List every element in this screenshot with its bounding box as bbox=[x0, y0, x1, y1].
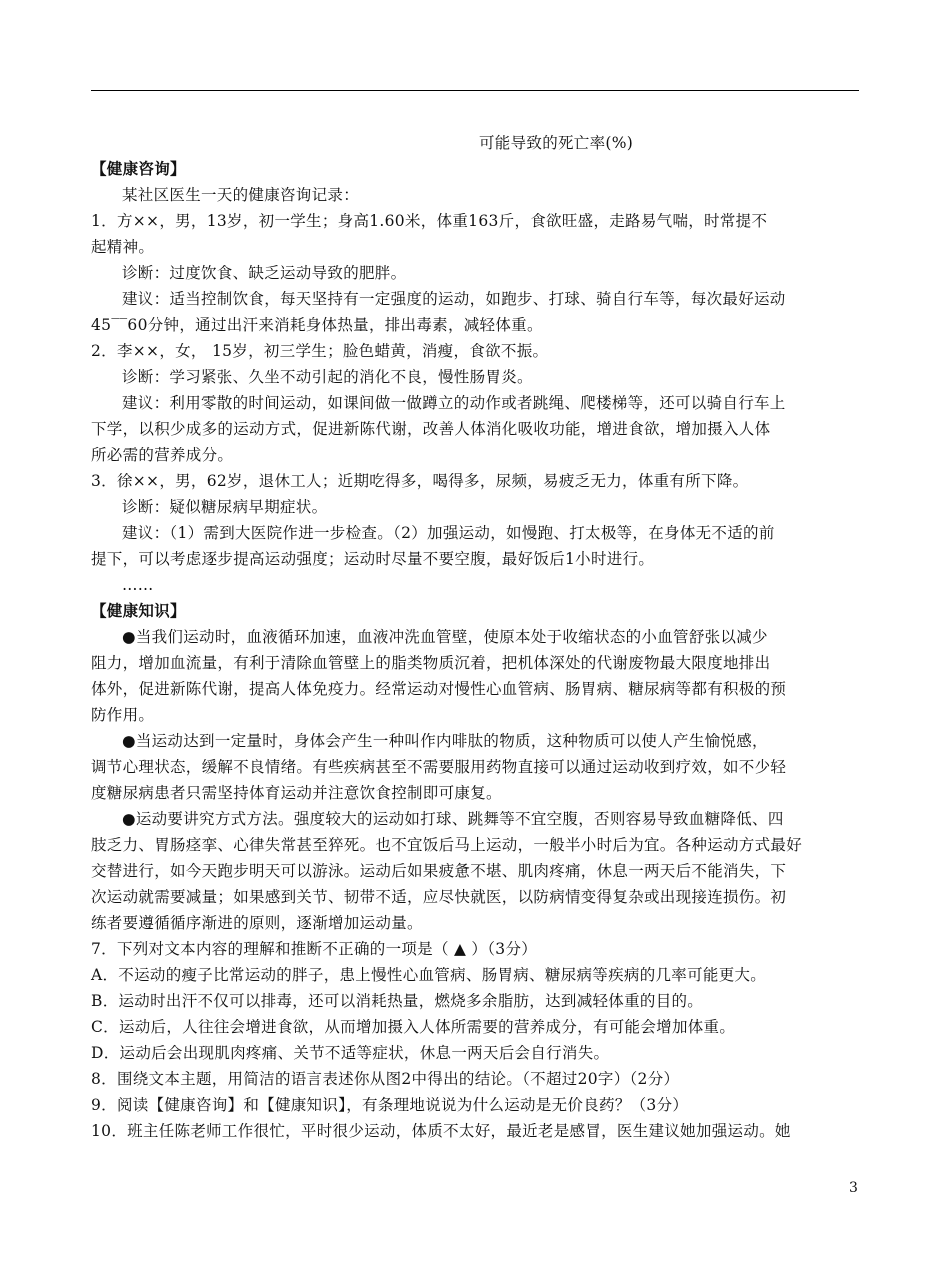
consult-ellipsis: …… bbox=[122, 576, 154, 594]
case-3-diagnosis: 诊断：疑似糖尿病早期症状。 bbox=[122, 498, 328, 516]
question-7-option-a: A．不运动的瘦子比常运动的胖子，患上慢性心血管病、肠胃病、糖尿病等疾病的几率可能更大。 bbox=[91, 966, 767, 984]
knowledge-1-line-1: ●当我们运动时，血液循环加速，血液冲洗血管壁，使原本处于收缩状态的小血管舒张以减少 bbox=[122, 628, 768, 646]
knowledge-2-line-2: 调节心理状态，缓解不良情绪。有些疾病甚至不需要服用药物直接可以通过运动收到疗效，如不少轻 bbox=[91, 758, 787, 776]
figure-caption: 可能导致的死亡率(%) bbox=[479, 134, 634, 152]
case-2-advice-3: 所必需的营养成分。 bbox=[91, 446, 234, 464]
knowledge-1-line-3: 体外，促进新陈代谢，提高人体免疫力。经常运动对慢性心血管病、肠胃病、糖尿病等都有积极的预 bbox=[91, 680, 787, 698]
case-2-line-1: 2．李××，女， 15岁，初三学生；脸色蜡黄，消瘦，食欲不振。 bbox=[91, 342, 549, 360]
knowledge-3-line-4: 次运动就需要减量；如果感到关节、韧带不适，应尽快就医，以防病情变得复杂或出现接连损伤。初 bbox=[91, 888, 787, 906]
page-number: 3 bbox=[849, 1180, 858, 1196]
question-7-option-b: B．运动时出汗不仅可以排毒，还可以消耗热量，燃烧多余脂肪，达到减轻体重的目的。 bbox=[91, 992, 704, 1010]
consult-intro: 某社区医生一天的健康咨询记录： bbox=[122, 186, 360, 204]
knowledge-3-line-1: ●运动要讲究方式方法。强度较大的运动如打球、跳舞等不宜空腹，否则容易导致血糖降低、四 bbox=[122, 810, 784, 828]
case-2-advice-1: 建议：利用零散的时间运动，如课间做一做蹲立的动作或者跳绳、爬楼梯等，还可以骑自行车上 bbox=[122, 394, 786, 412]
knowledge-3-line-2: 肢乏力、胃肠痉挛、心律失常甚至猝死。也不宜饭后马上运动，一般半小时后为宜。各种运动方式最好 bbox=[91, 836, 803, 854]
case-3-advice-2: 提下，可以考虑逐步提高运动强度；运动时尽量不要空腹，最好饭后1小时进行。 bbox=[91, 550, 655, 568]
case-1-line-1: 1．方××，男，13岁，初一学生；身高1.60米，体重163斤，食欲旺盛，走路易气喘，时常提不 bbox=[91, 212, 768, 230]
question-7-option-c: C．运动后，人往往会增进食欲，从而增加摄入人体所需要的营养成分，有可能会增加体重。 bbox=[91, 1018, 736, 1036]
question-10: 10．班主任陈老师工作很忙，平时很少运动，体质不太好，最近老是感冒，医生建议她加强运动。她 bbox=[91, 1122, 791, 1140]
case-2-advice-2: 下学，以积少成多的运动方式，促进新陈代谢，改善人体消化吸收功能，增进食欲，增加摄入人体 bbox=[91, 420, 771, 438]
knowledge-1-line-2: 阻力，增加血流量，有利于清除血管壁上的脂类物质沉着，把机体深处的代谢废物最大限度地排出 bbox=[91, 654, 771, 672]
question-9: 9．阅读【健康咨询】和【健康知识】，有条理地说说为什么运动是无价良药？（3分） bbox=[91, 1096, 689, 1114]
case-2-diagnosis: 诊断：学习紧张、久坐不动引起的消化不良，慢性肠胃炎。 bbox=[122, 368, 533, 386]
case-1-advice-1: 建议：适当控制饮食，每天坚持有一定强度的运动，如跑步、打球、骑自行车等，每次最好运动 bbox=[122, 290, 786, 308]
knowledge-2-line-3: 度糖尿病患者只需坚持体育运动并注意饮食控制即可康复。 bbox=[91, 784, 502, 802]
knowledge-3-line-5: 练者要遵循循序渐进的原则，逐渐增加运动量。 bbox=[91, 914, 423, 932]
question-7: 7．下列对文本内容的理解和推断不正确的一项是（ ▲ ）（3分） bbox=[91, 940, 538, 958]
knowledge-1-line-4: 防作用。 bbox=[91, 706, 155, 724]
question-8: 8．围绕文本主题，用简洁的语言表述你从图2中得出的结论。（不超过20字）（2分） bbox=[91, 1070, 680, 1088]
question-7-option-d: D．运动后会出现肌肉疼痛、关节不适等症状，休息一两天后会自行消失。 bbox=[91, 1044, 610, 1062]
case-3-advice-1: 建议：（1）需到大医院作进一步检查。（2）加强运动，如慢跑、打太极等，在身体无不适的前 bbox=[122, 524, 775, 542]
case-1-diagnosis: 诊断：过度饮食、缺乏运动导致的肥胖。 bbox=[122, 264, 407, 282]
case-3-line-1: 3．徐××，男，62岁，退休工人；近期吃得多，喝得多，尿频，易疲乏无力，体重有所下降。 bbox=[91, 472, 749, 490]
knowledge-3-line-3: 交替进行，如今天跑步明天可以游泳。运动后如果疲惫不堪、肌肉疼痛，休息一两天后不能消失，下 bbox=[91, 862, 787, 880]
header-rule bbox=[91, 90, 859, 91]
section-heading-consult: 【健康咨询】 bbox=[91, 159, 186, 178]
knowledge-2-line-1: ●当运动达到一定量时，身体会产生一种叫作内啡肽的物质，这种物质可以使人产生愉悦感， bbox=[122, 732, 768, 750]
case-1-advice-2: 45‾‾60分钟，通过出汗来消耗身体热量，排出毒素，减轻体重。 bbox=[91, 316, 543, 334]
document-body bbox=[91, 130, 861, 1144]
section-heading-knowledge: 【健康知识】 bbox=[91, 601, 186, 620]
case-1-line-2: 起精神。 bbox=[91, 238, 155, 256]
